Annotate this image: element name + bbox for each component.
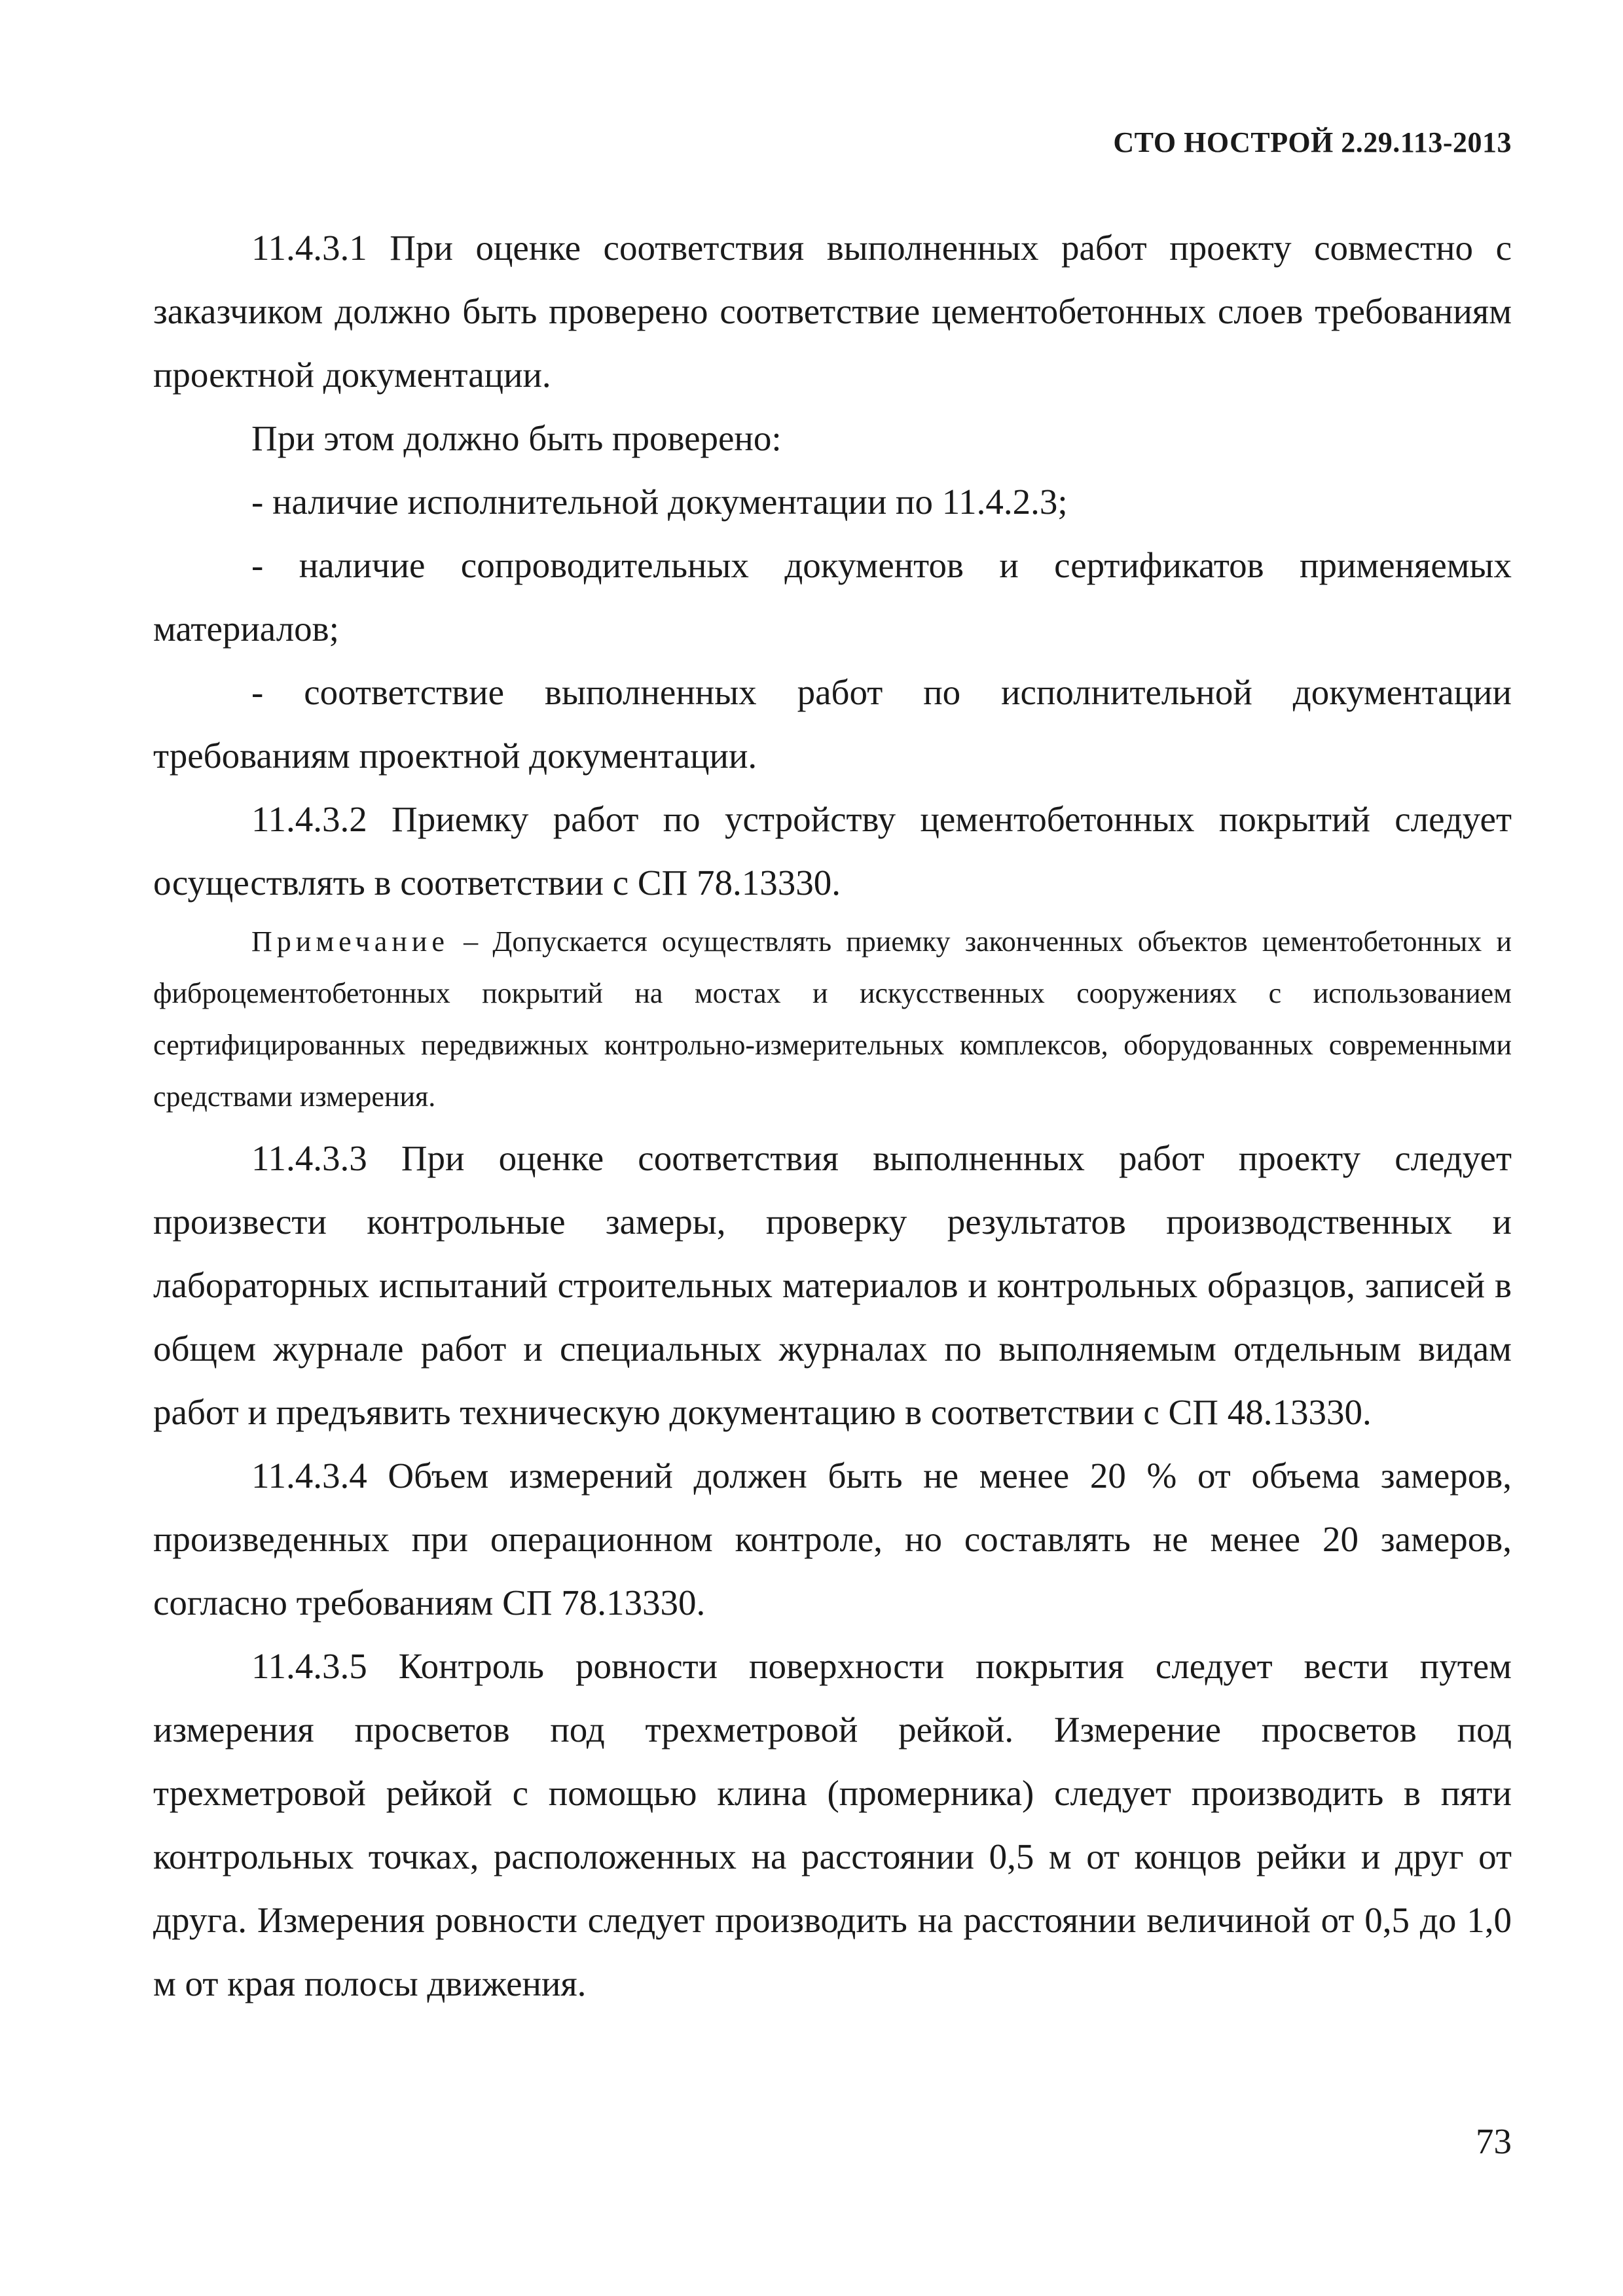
document-header: СТО НОСТРОЙ 2.29.113-2013 (1113, 126, 1512, 158)
list-item-executive-docs: - наличие исполнительной документации по 11.4.2.3; (251, 482, 1068, 522)
note (153, 916, 1512, 1122)
list-item-accompanying-docs: - наличие сопроводительных документов и сертификатов применяемых материалов; (153, 545, 1512, 649)
note-text: – Допускается осуществлять приемку законченных объектов цементобетонных и фиброцементобетонных покрытий на мостах и искусственных сооружениях с использованием сертифицированных передвижных контрольно-измерительных комплексов, оборудованных современными средствами измерения. (153, 925, 1512, 1113)
paragraph-check-intro: При этом должно быть проверено: (251, 418, 782, 458)
paragraph-11-4-3-4: 11.4.3.4 Объем измерений должен быть не менее 20 % от объема замеров, произведенных при операционном контроле, но составлять не менее 20 замеров, согласно требованиям СП 78.13330. (153, 1456, 1512, 1623)
note-label: Примечание (251, 925, 449, 958)
paragraph-11-4-3-2: 11.4.3.2 Приемку работ по устройству цементобетонных покрытий следует осуществлять в соответствии с СП 78.13330. (153, 799, 1512, 903)
page-number: 73 (1476, 2121, 1512, 2161)
paragraph-11-4-3-1: 11.4.3.1 При оценке соответствия выполненных работ проекту совместно с заказчиком должно быть проверено соответствие цементобетонных слоев требованиям проектной документации. (153, 228, 1512, 395)
paragraph-11-4-3-5: 11.4.3.5 Контроль ровности поверхности покрытия следует вести путем измерения просветов под трехметровой рейкой. Измерение просветов под трехметровой рейкой с помощью клина (промерника) следует производить в пяти контрольных точках, расположенных на расстоянии 0,5 м от концов рейки и друг от друга. Измерения ровности следует производить на расстоянии величиной от 0,5 до 1,0 м от края полосы движения. (153, 1646, 1512, 2003)
paragraph-11-4-3-3: 11.4.3.3 При оценке соответствия выполненных работ проекту следует произвести контрольные замеры, проверку результатов производственных и лабораторных испытаний строительных материалов и контрольных образцов, записей в общем журнале работ и специальных журналах по выполняемым отдельным видам работ и предъявить техническую документацию в соответствии с СП 48.13330. (153, 1138, 1512, 1432)
list-item-compliance: - соответствие выполненных работ по исполнительной документации требованиям проектной документации. (153, 672, 1512, 776)
document-body (153, 216, 1512, 2015)
